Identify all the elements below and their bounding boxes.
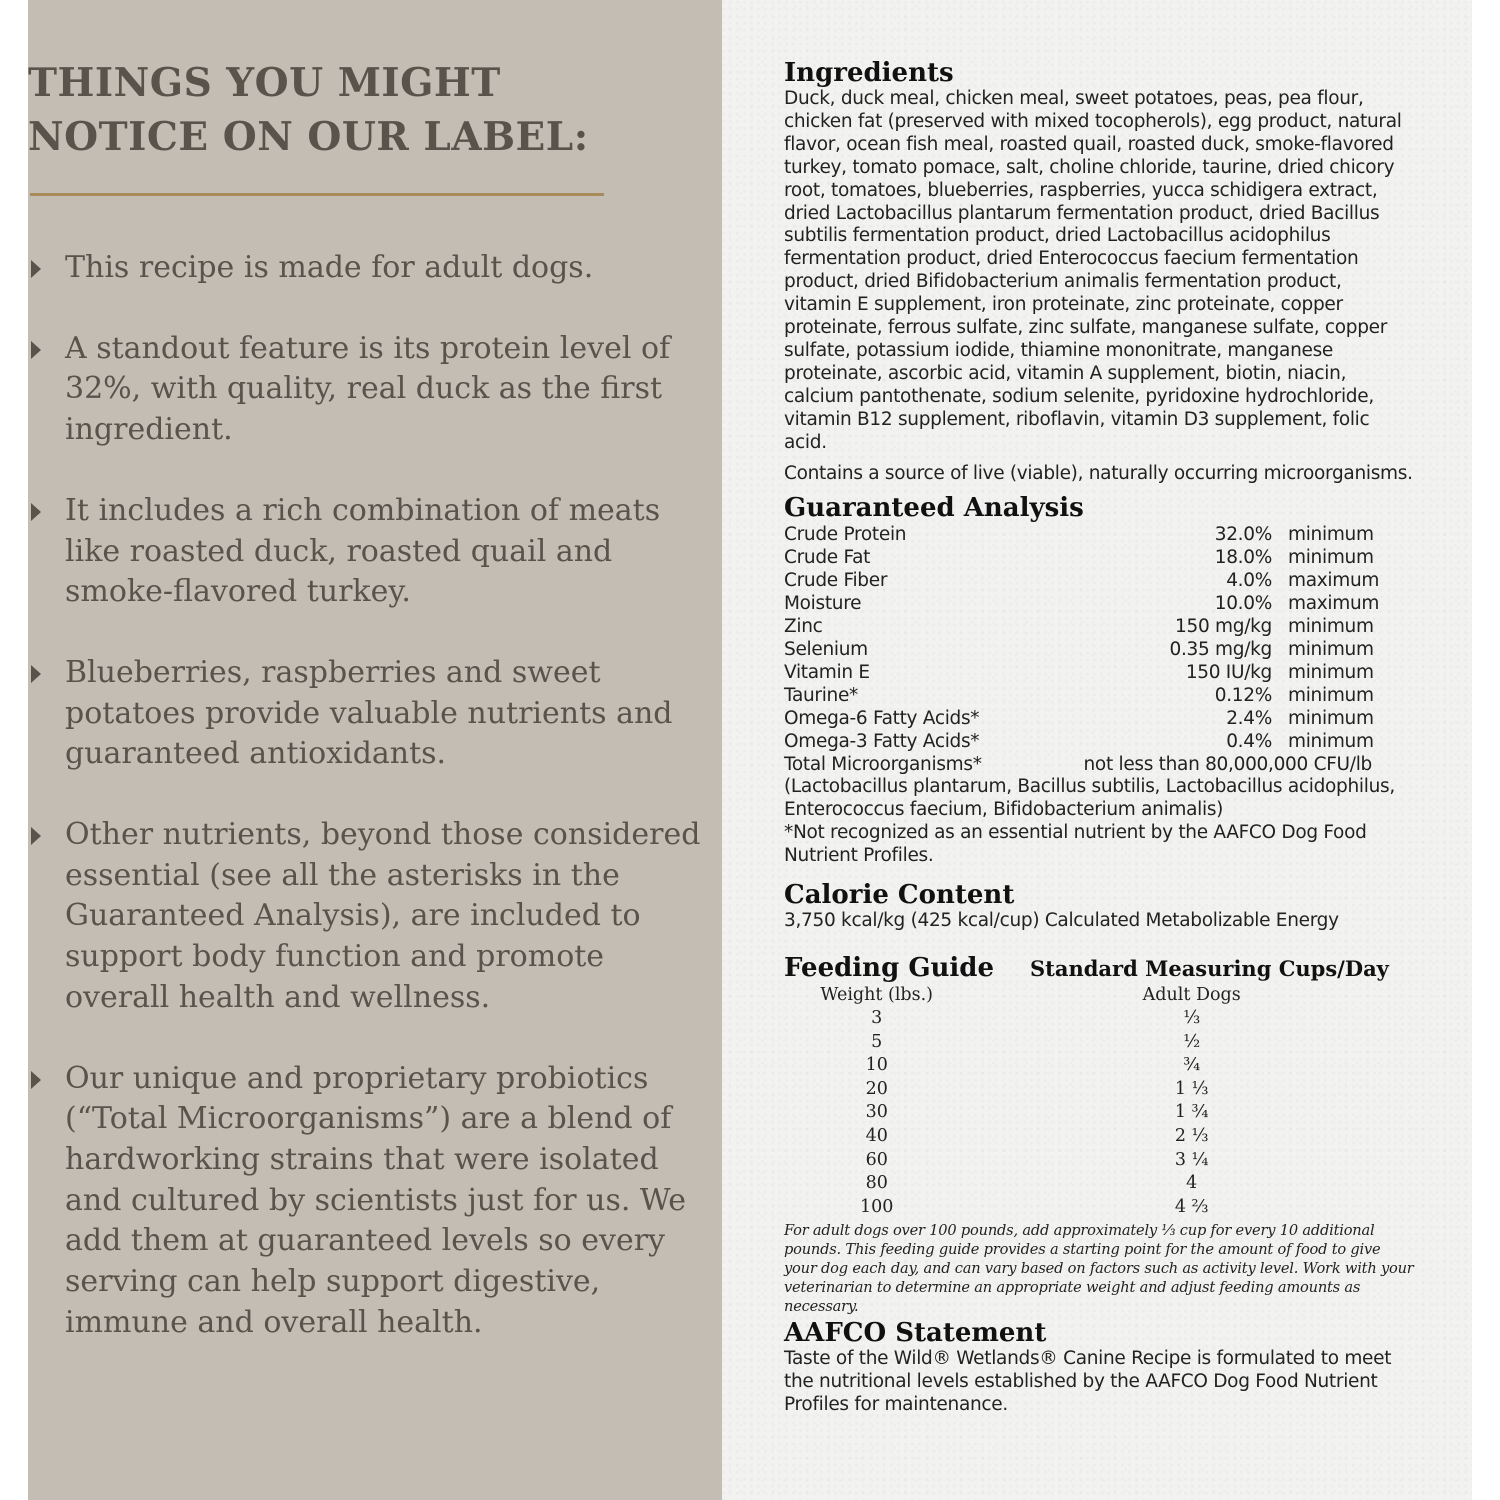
cups-cell: 3 ¼ xyxy=(1174,1149,1209,1170)
analysis-row xyxy=(784,592,1414,615)
analysis-row xyxy=(784,707,1414,730)
analysis-table xyxy=(784,523,1414,753)
weight-cell: 100 xyxy=(860,1196,894,1217)
nutrient-unit: maximum xyxy=(1288,593,1380,615)
nutrient-name: Moisture xyxy=(784,593,862,615)
nutrient-name: Total Microorganisms* xyxy=(784,754,982,776)
list-item xyxy=(28,248,708,289)
list-item xyxy=(28,815,708,1019)
nutrient-unit: minimum xyxy=(1288,708,1374,730)
nutrient-value: 0.35 mg/kg xyxy=(1169,639,1272,661)
aafco-heading: AAFCO Statement xyxy=(784,1318,1047,1349)
nutrient-value: 10.0% xyxy=(1214,593,1272,615)
microorganism-strains: (Lactobacillus plantarum, Bacillus subtilis, Lactobacillus acidophilus, Enterococcus faecium, Bifidobacterium animalis) xyxy=(784,776,1395,821)
nutrient-unit: minimum xyxy=(1288,524,1374,546)
triangle-bullet-icon xyxy=(31,260,41,278)
triangle-bullet-icon xyxy=(31,341,41,359)
cups-cell: 1 ¾ xyxy=(1174,1102,1209,1123)
adult-column-header: Adult Dogs xyxy=(1142,984,1241,1005)
bullet-text: Our unique and proprietary probiotics (“Total Microorganisms”) are a blend of hardworking strains that were isolated and cultured by scientists just for us. We add them at guaranteed levels so every serving can help support digestive, immune and overall health. xyxy=(65,1060,687,1340)
weight-cell: 10 xyxy=(865,1055,888,1076)
nutrient-unit: minimum xyxy=(1288,547,1374,569)
feeding-subheading: Standard Measuring Cups/Day xyxy=(1030,955,1389,981)
analysis-row xyxy=(784,684,1414,707)
list-item xyxy=(28,653,708,775)
nutrient-value: 18.0% xyxy=(1214,547,1272,569)
nutrient-unit: minimum xyxy=(1288,662,1374,684)
weight-column-header: Weight (lbs.) xyxy=(820,984,933,1005)
weight-cell: 40 xyxy=(865,1125,888,1146)
nutrient-value: 0.4% xyxy=(1226,731,1272,753)
feeding-heading: Feeding Guide xyxy=(784,952,995,983)
analysis-row xyxy=(784,615,1414,638)
analysis-row xyxy=(784,753,1414,776)
nutrient-name: Crude Fiber xyxy=(784,570,888,592)
nutrient-unit: minimum xyxy=(1288,639,1374,661)
feeding-note: For adult dogs over 100 pounds, add approximately ⅓ cup for every 10 additional pounds. This feeding guide provides a starting point for the amount of food to give your dog each day, and can vary based on factors such as activity level. Work with your veterinarian to determine an appropriate weight and adjust feeding amounts as necessary. xyxy=(784,1222,1414,1316)
nutrient-name: Selenium xyxy=(784,639,868,661)
calorie-text: 3,750 kcal/kg (425 kcal/cup) Calculated Metabolizable Energy xyxy=(784,910,1339,932)
table-row xyxy=(784,1172,1414,1196)
nutrient-unit: minimum xyxy=(1288,616,1374,638)
analysis-row xyxy=(784,569,1414,592)
nutrient-value: 150 IU/kg xyxy=(1185,662,1272,684)
analysis-row xyxy=(784,730,1414,753)
nutrient-name: Omega-6 Fatty Acids* xyxy=(784,708,980,730)
analysis-row xyxy=(784,523,1414,546)
cups-cell: ⅓ xyxy=(1183,1007,1201,1028)
analysis-heading: Guaranteed Analysis xyxy=(784,493,1084,524)
nutrient-value: 4.0% xyxy=(1226,570,1272,592)
table-row xyxy=(784,1031,1414,1055)
bullet-list xyxy=(28,248,708,1383)
nutrient-unit: minimum xyxy=(1288,731,1374,753)
nutrient-value: 150 mg/kg xyxy=(1175,616,1272,638)
table-row xyxy=(784,1149,1414,1173)
nutrient-name: Vitamin E xyxy=(784,662,870,684)
table-row xyxy=(784,1078,1414,1102)
label-panel xyxy=(722,0,1472,1500)
nutrient-value: not less than 80,000,000 CFU/lb xyxy=(1083,754,1372,776)
weight-cell: 60 xyxy=(865,1149,888,1170)
bullet-text: Other nutrients, beyond those considered essential (see all the asterisks in the Guaranteed Analysis), are included to support body function and promote overall health and wellness. xyxy=(65,817,701,1015)
nutrient-value: 32.0% xyxy=(1214,524,1272,546)
nutrient-unit: minimum xyxy=(1288,685,1374,707)
label-content xyxy=(784,58,1414,1417)
feeding-column-headers xyxy=(784,983,1414,1007)
weight-cell: 3 xyxy=(871,1007,883,1028)
ingredients-heading: Ingredients xyxy=(784,58,954,88)
list-item xyxy=(28,491,708,613)
bullet-text: It includes a rich combination of meats like roasted duck, roasted quail and smoke-flavored turkey. xyxy=(65,492,661,610)
title-divider xyxy=(30,193,604,196)
page-title: THINGS YOU MIGHT NOTICE ON OUR LABEL: xyxy=(28,60,589,160)
analysis-row xyxy=(784,546,1414,569)
feeding-header xyxy=(784,953,1414,983)
calorie-heading: Calorie Content xyxy=(784,880,1015,911)
list-item xyxy=(28,329,708,451)
analysis-row xyxy=(784,661,1414,684)
bullet-text: This recipe is made for adult dogs. xyxy=(65,250,594,285)
nutrient-name: Taurine* xyxy=(784,685,859,707)
ingredients-text: Duck, duck meal, chicken meal, sweet potatoes, peas, pea flour, chicken fat (preserved with mixed tocopherols), egg product, natural flavor, ocean fish meal, roasted quail, roasted duck, smoke-flavored turkey, tomato pomace, salt, choline chloride, taurine, dried chicory root, tomatoes, blueberries, raspberries, yucca schidigera extract, dried Lactobacillus plantarum fermentation product, dried Bacillus subtilis fermentation product, dried Lactobacillus acidophilus fermentation product, dried Enterococcus faecium fermentation product, dried Bifidobacterium animalis fermentation product, vitamin E supplement, iron proteinate, zinc proteinate, copper proteinate, ferrous sulfate, zinc sulfate, manganese sulfate, copper sulfate, potassium iodide, thiamine mononitrate, manganese proteinate, ascorbic acid, vitamin A supplement, biotin, niacin, calcium pantothenate, sodium selenite, pyridoxine hydrochloride, vitamin B12 supplement, riboflavin, vitamin D3 supplement, folic acid. xyxy=(784,88,1402,453)
analysis-row xyxy=(784,638,1414,661)
aafco-text: Taste of the Wild® Wetlands® Canine Recipe is formulated to meet the nutritional levels established by the AAFCO Dog Food Nutrient Profiles for maintenance. xyxy=(784,1348,1392,1416)
cups-cell: 4 ⅔ xyxy=(1174,1196,1209,1217)
feeding-table xyxy=(784,1007,1414,1219)
nutrient-name: Crude Protein xyxy=(784,524,907,546)
cups-cell: 1 ⅓ xyxy=(1174,1078,1209,1099)
triangle-bullet-icon xyxy=(31,1071,41,1089)
nutrient-name: Omega-3 Fatty Acids* xyxy=(784,731,980,753)
table-row xyxy=(784,1196,1414,1220)
table-row xyxy=(784,1101,1414,1125)
table-row xyxy=(784,1007,1414,1031)
nutrient-unit: maximum xyxy=(1288,570,1380,592)
triangle-bullet-icon xyxy=(31,827,41,845)
weight-cell: 20 xyxy=(865,1078,888,1099)
cups-cell: ½ xyxy=(1183,1031,1201,1052)
list-item xyxy=(28,1059,708,1344)
weight-cell: 80 xyxy=(865,1173,888,1194)
triangle-bullet-icon xyxy=(31,503,41,521)
nutrient-value: 0.12% xyxy=(1214,685,1272,707)
weight-cell: 5 xyxy=(871,1031,883,1052)
label-notes-panel xyxy=(28,0,722,1500)
nutrient-value: 2.4% xyxy=(1226,708,1272,730)
cups-cell: 4 xyxy=(1186,1173,1198,1194)
weight-cell: 30 xyxy=(865,1102,888,1123)
analysis-footnote: *Not recognized as an essential nutrient by the AAFCO Dog Food Nutrient Profiles. xyxy=(784,822,1367,867)
triangle-bullet-icon xyxy=(31,665,41,683)
nutrient-name: Crude Fat xyxy=(784,547,871,569)
cups-cell: ¾ xyxy=(1183,1055,1201,1076)
bullet-text: Blueberries, raspberries and sweet potatoes provide valuable nutrients and guaranteed antioxidants. xyxy=(65,654,673,772)
microorganisms-note: Contains a source of live (viable), naturally occurring microorganisms. xyxy=(784,462,1413,484)
nutrient-name: Zinc xyxy=(784,616,823,638)
cups-cell: 2 ⅓ xyxy=(1174,1125,1209,1146)
table-row xyxy=(784,1054,1414,1078)
table-row xyxy=(784,1125,1414,1149)
bullet-text: A standout feature is its protein level of 32%, with quality, real duck as the first ingredient. xyxy=(65,330,671,448)
